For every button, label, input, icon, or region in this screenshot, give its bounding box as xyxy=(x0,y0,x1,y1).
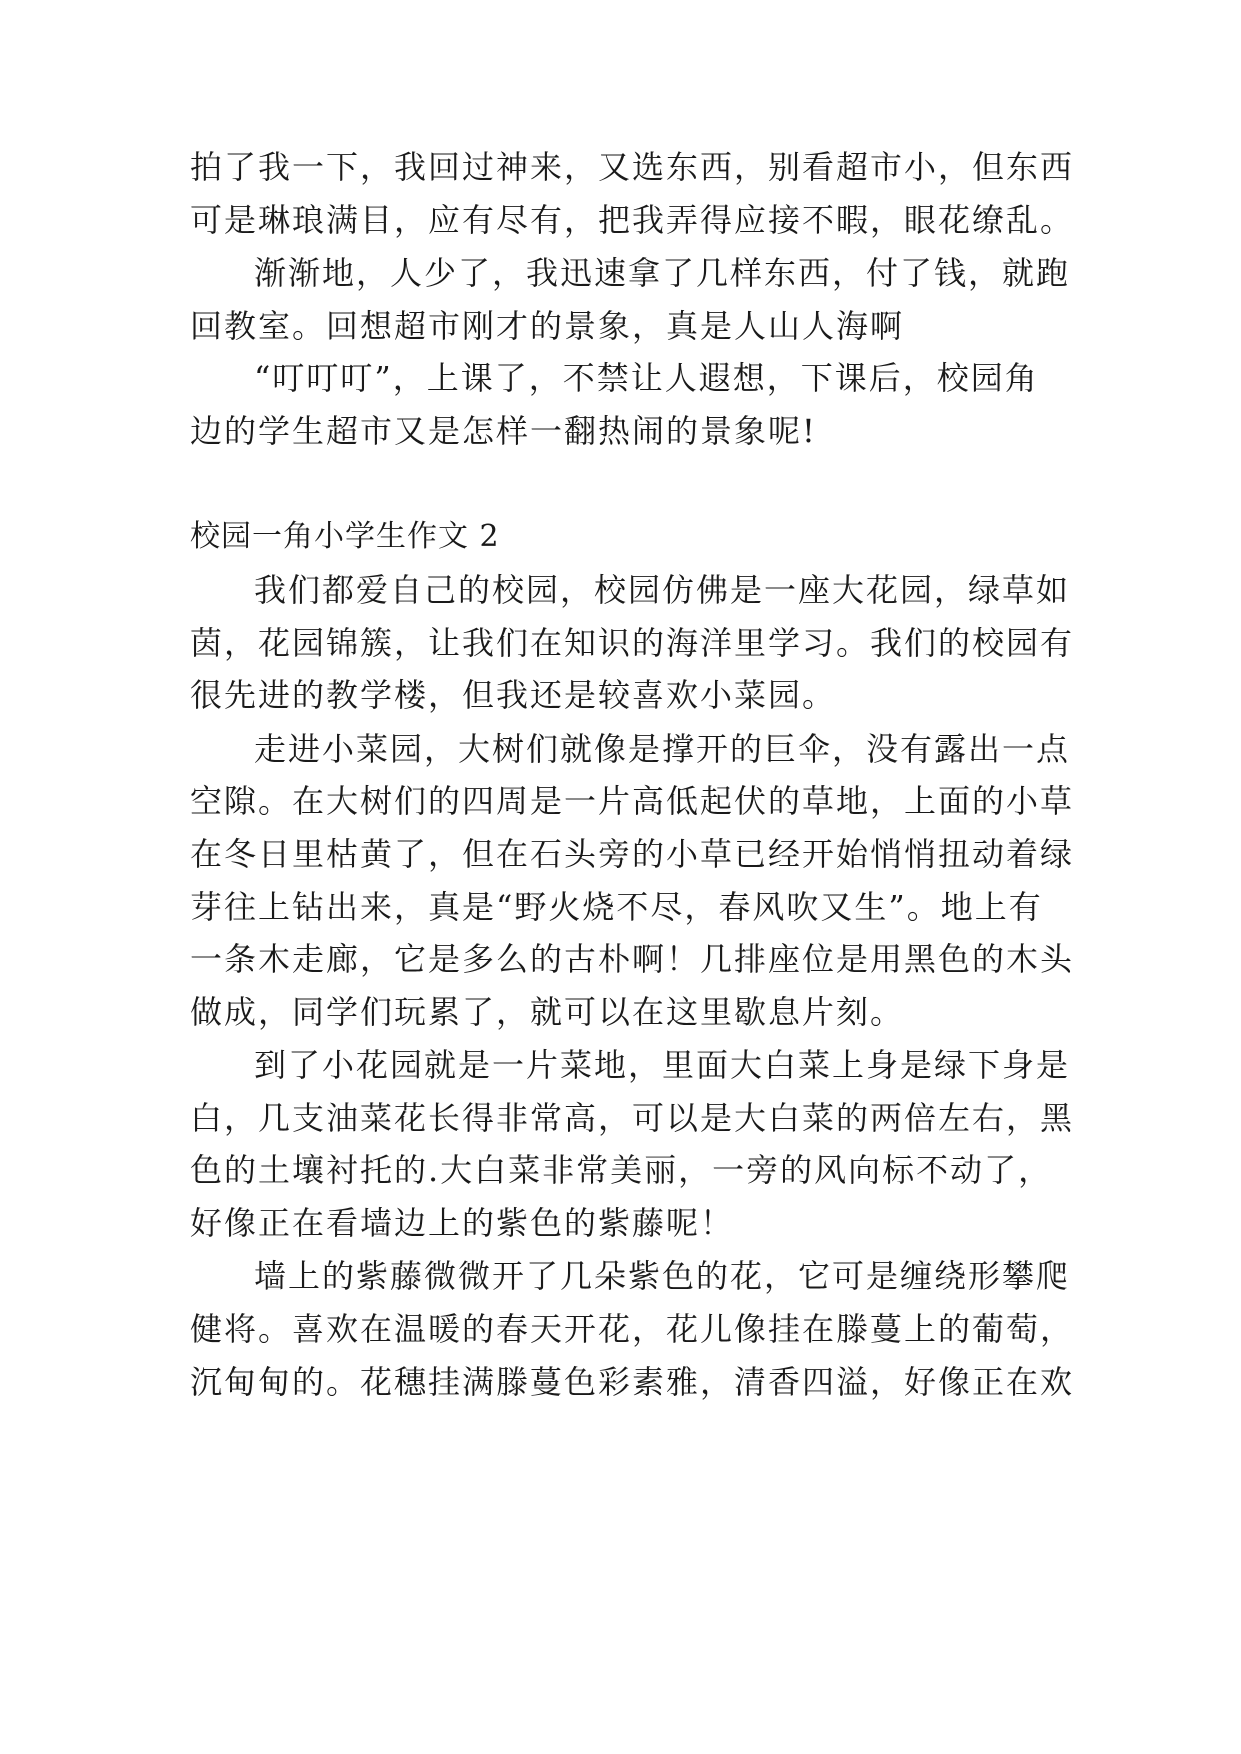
paragraph-line: 健将。喜欢在温暖的春天开花，花儿像挂在滕蔓上的葡萄， xyxy=(190,1310,1075,1348)
paragraph-line: 在冬日里枯黄了，但在石头旁的小草已经开始悄悄扭动着绿 xyxy=(190,835,1075,873)
paragraph-line: “叮叮叮”，上课了，不禁让人遐想，下课后，校园角 xyxy=(254,359,1039,397)
paragraph-line: 我们都爱自己的校园，校园仿佛是一座大花园，绿草如 xyxy=(254,571,1071,609)
paragraph-line: 做成，同学们玩累了，就可以在这里歇息片刻。 xyxy=(190,993,905,1031)
paragraph-line: 边的学生超市又是怎样一翻热闹的景象呢! xyxy=(190,412,817,450)
paragraph-line: 白，几支油菜花长得非常高，可以是大白菜的两倍左右，黑 xyxy=(190,1099,1075,1137)
paragraph-line: 好像正在看墙边上的紫色的紫藤呢！ xyxy=(190,1204,735,1242)
paragraph-line: 色的土壤衬托的.大白菜非常美丽，一旁的风向标不动了， xyxy=(190,1151,1053,1189)
paragraph-line: 拍了我一下，我回过神来，又选东西，别看超市小，但东西 xyxy=(190,148,1075,186)
essay-heading: 校园一角小学生作文 2 xyxy=(190,519,500,554)
paragraph-line: 很先进的教学楼，但我还是较喜欢小菜园。 xyxy=(190,676,837,714)
paragraph-line: 可是琳琅满目，应有尽有，把我弄得应接不暇，眼花缭乱。 xyxy=(190,201,1075,239)
paragraph-line: 茵，花园锦簇，让我们在知识的海洋里学习。我们的校园有 xyxy=(190,624,1075,662)
paragraph-line: 墙上的紫藤微微开了几朵紫色的花，它可是缠绕形攀爬 xyxy=(254,1257,1071,1295)
paragraph-line: 一条木走廊，它是多么的古朴啊！几排座位是用黑色的木头 xyxy=(190,940,1075,978)
paragraph-line: 沉甸甸的。花穗挂满滕蔓色彩素雅，清香四溢，好像正在欢 xyxy=(190,1363,1075,1401)
paragraph-line: 芽往上钻出来，真是“野火烧不尽，春风吹又生”。地上有 xyxy=(190,888,1043,926)
paragraph-line: 渐渐地，人少了，我迅速拿了几样东西，付了钱，就跑 xyxy=(254,254,1071,292)
paragraph-line: 走进小菜园，大树们就像是撑开的巨伞，没有露出一点 xyxy=(254,730,1071,768)
paragraph-line: 空隙。在大树们的四周是一片高低起伏的草地，上面的小草 xyxy=(190,782,1075,820)
paragraph-line: 回教室。回想超市刚才的景象，真是人山人海啊 xyxy=(190,307,905,345)
paragraph-line: 到了小花园就是一片菜地，里面大白菜上身是绿下身是 xyxy=(254,1046,1071,1084)
